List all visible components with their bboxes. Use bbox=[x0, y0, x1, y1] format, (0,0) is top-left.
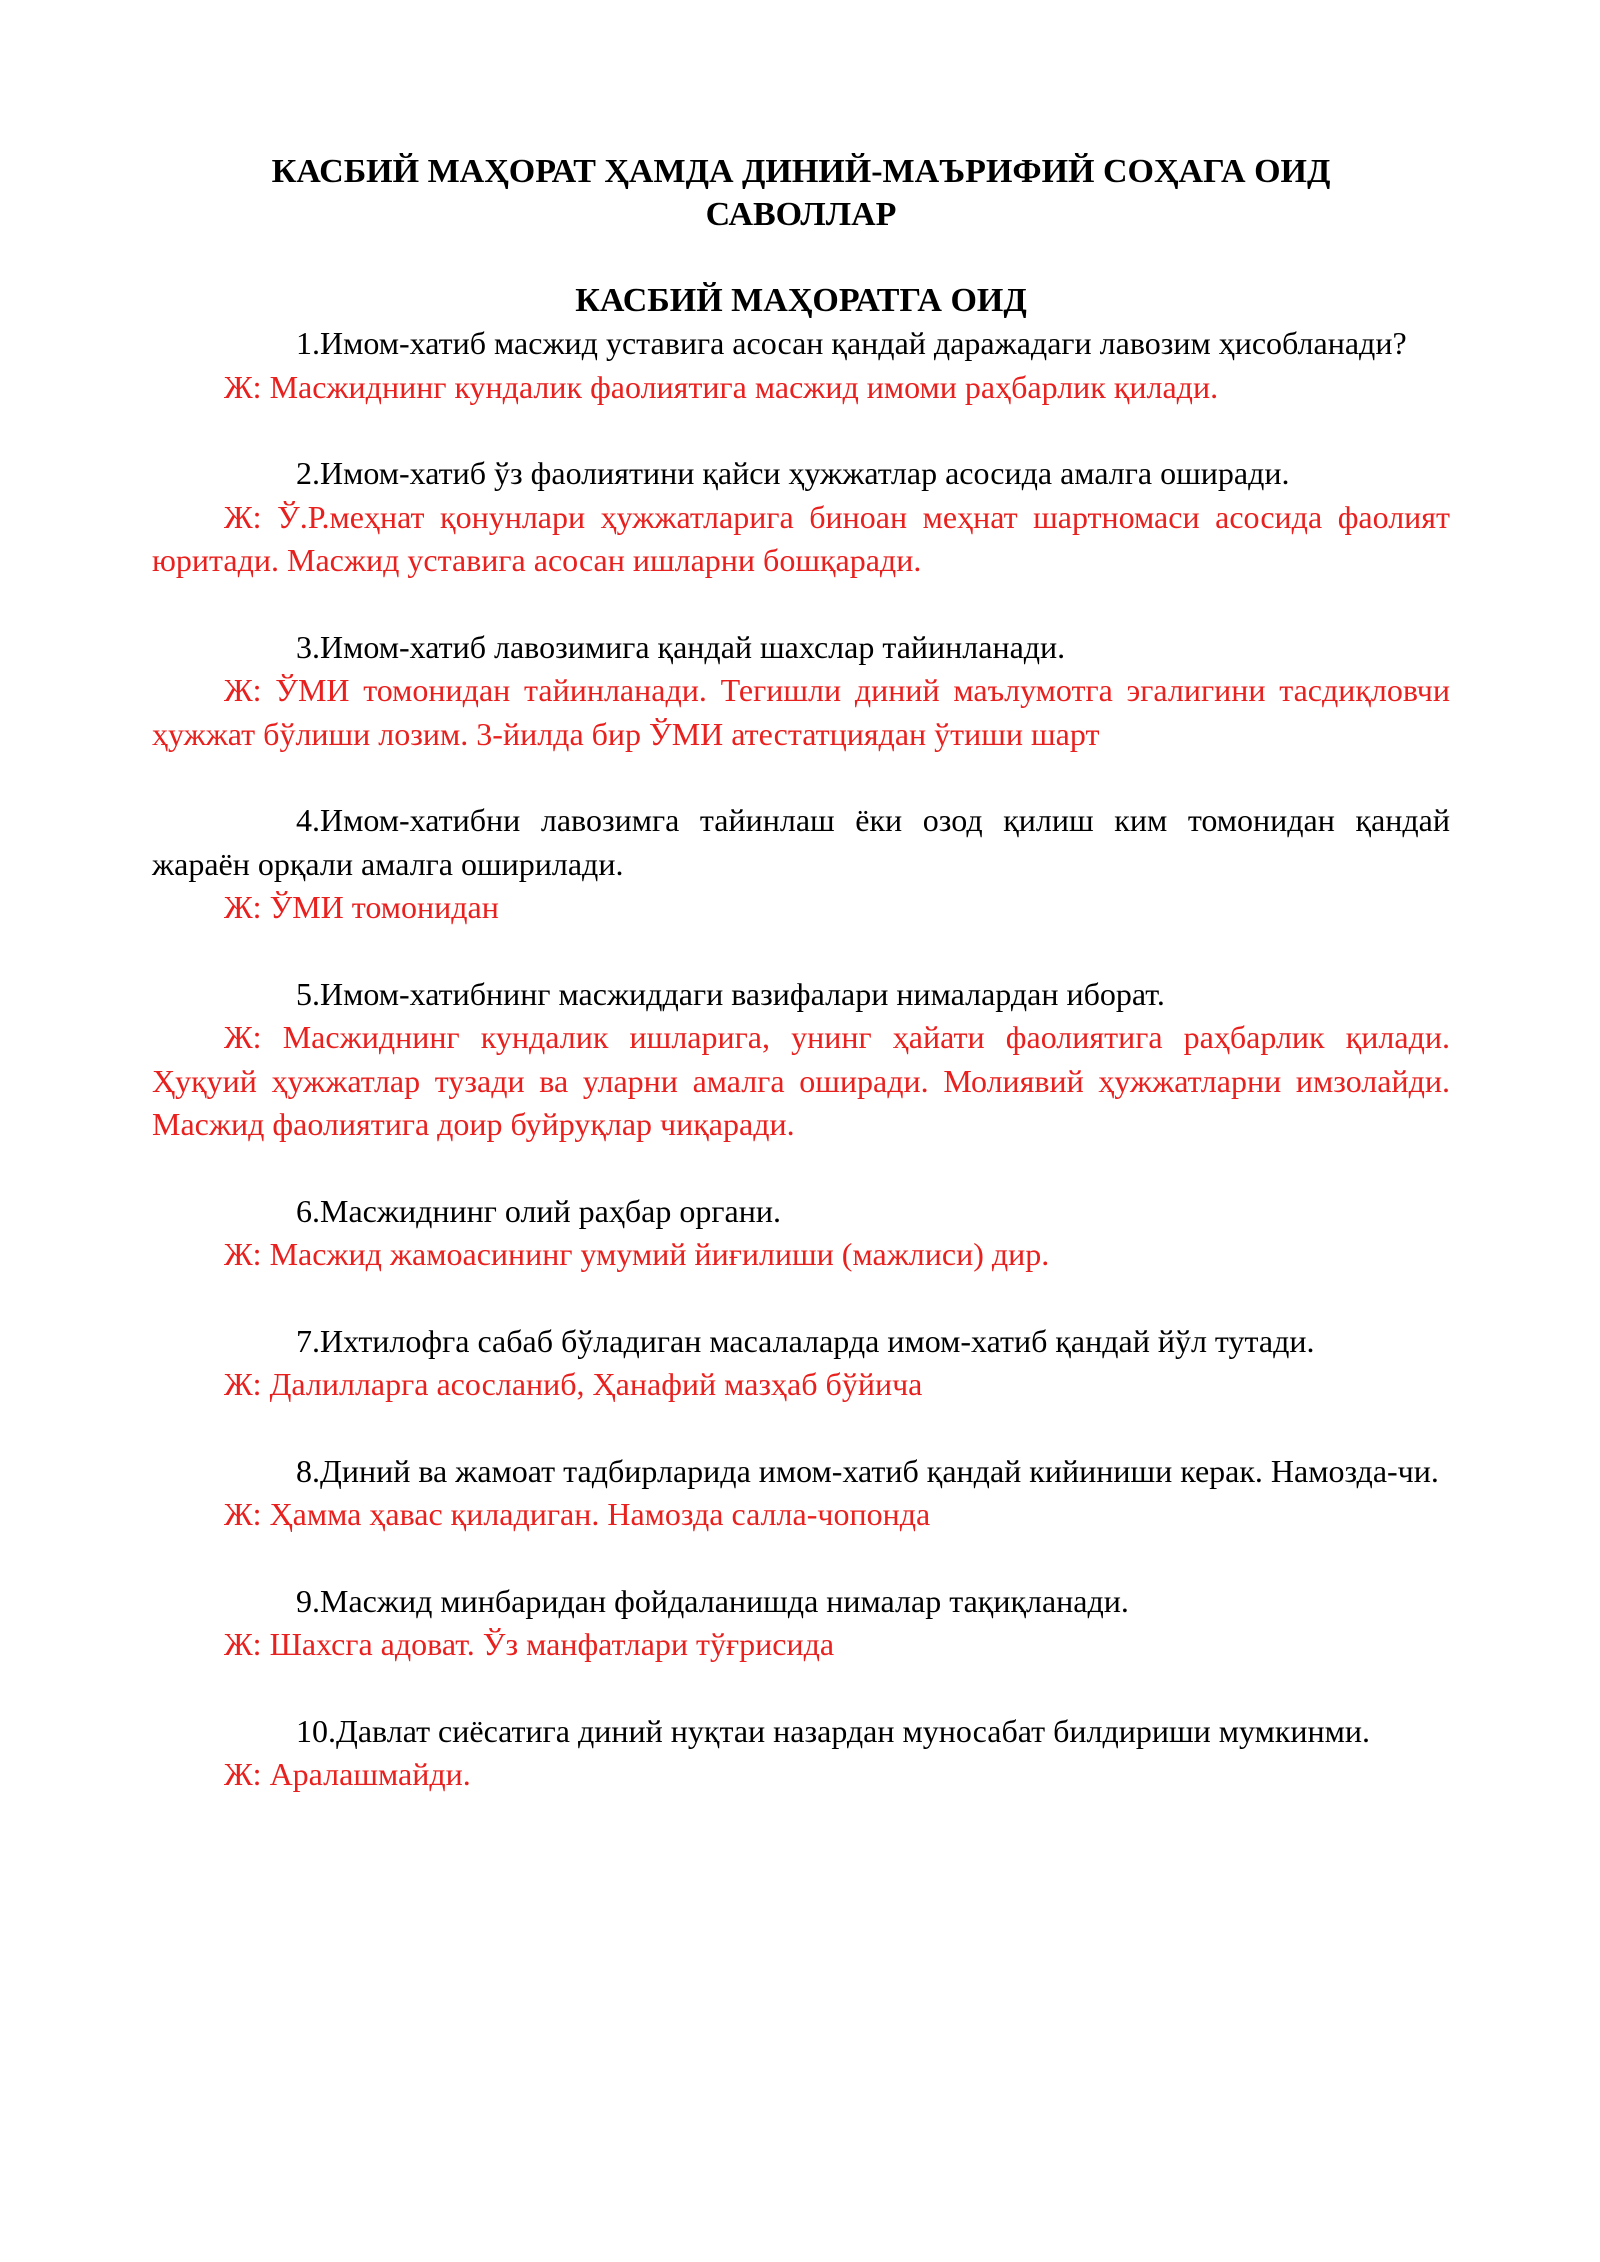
qa-item bbox=[152, 452, 1450, 583]
question-number: 5. bbox=[296, 975, 320, 1012]
question bbox=[152, 322, 1450, 366]
question bbox=[152, 1450, 1450, 1494]
question bbox=[152, 1190, 1450, 1234]
qa-item bbox=[152, 1320, 1450, 1407]
question-number: 2. bbox=[296, 455, 320, 491]
question-text: Масжид минбаридан фойдаланишда нималар тақиқланади. bbox=[320, 1582, 1129, 1619]
qa-item bbox=[152, 973, 1450, 1147]
question-text: Имом-хатиб лавозимига қандай шахслар тайинланади. bbox=[320, 628, 1066, 665]
answer: Ж: Шахсга адоват. Ўз манфатлари тўғрисида bbox=[224, 1626, 835, 1662]
question-text: Имом-хатибни лавозимга тайинлаш ёки озод қилиш ким томонидан қандай жараён орқали амалга оширилади. bbox=[152, 802, 1450, 882]
question-number: 10. bbox=[296, 1712, 336, 1749]
question-list bbox=[152, 322, 1450, 1797]
question bbox=[152, 452, 1450, 496]
question-number: 3. bbox=[296, 628, 320, 665]
qa-item bbox=[152, 1580, 1450, 1667]
question bbox=[152, 1580, 1450, 1624]
answer: Ж: ЎМИ томонидан тайинланади. Тегишли диний маълумотга эгалигини тасдиқловчи ҳужжат бўлиши лозим. 3-йилда бир ЎМИ атестатциядан ўтиши шарт bbox=[152, 672, 1450, 752]
document-title: КАСБИЙ МАҲОРАТ ҲАМДА ДИНИЙ-МАЪРИФИЙ СОҲАГА ОИД САВОЛЛАР bbox=[271, 153, 1331, 233]
question bbox=[152, 1710, 1450, 1754]
question-number: 4. bbox=[296, 802, 320, 838]
question-text: Имом-хатибнинг масжиддаги вазифалари нималардан иборат. bbox=[320, 975, 1165, 1012]
answer: Ж: Ў.Р.меҳнат қонунлари ҳужжатларига биноан меҳнат шартномаси асосида фаолият юритади. Масжид уставига асосан ишларни бошқаради. bbox=[152, 498, 1450, 578]
answer: Ж: Масжиднинг кундалик фаолиятига масжид имоми раҳбарлик қилади. bbox=[224, 368, 1219, 405]
question-number: 8. bbox=[296, 1452, 320, 1489]
qa-item bbox=[152, 626, 1450, 757]
question-text: Имом-хатиб ўз фаолиятини қайси ҳужжатлар асосида амалга оширади. bbox=[320, 455, 1290, 491]
question bbox=[152, 1320, 1450, 1364]
qa-item bbox=[152, 322, 1450, 409]
question bbox=[152, 973, 1450, 1017]
question-number: 1. bbox=[296, 325, 320, 361]
qa-item bbox=[152, 1450, 1450, 1537]
answer: Ж: Далилларга асосланиб, Ҳанафий мазҳаб бўйича bbox=[224, 1366, 923, 1402]
qa-item bbox=[152, 799, 1450, 930]
question-text: Масжиднинг олий раҳбар органи. bbox=[320, 1192, 781, 1229]
question-number: 7. bbox=[296, 1322, 320, 1359]
answer: Ж: Ҳамма ҳавас қиладиган. Намозда салла-чопонда bbox=[224, 1496, 931, 1532]
answer: Ж: ЎМИ томонидан bbox=[224, 889, 499, 925]
question-number: 9. bbox=[296, 1582, 320, 1619]
question-text: Диний ва жамоат тадбирларида имом-хатиб қандай кийиниши керак. Намозда-чи. bbox=[320, 1452, 1439, 1489]
question bbox=[152, 626, 1450, 670]
question-text: Ихтилофга сабаб бўладиган масалаларда имом-хатиб қандай йўл тутади. bbox=[320, 1322, 1315, 1359]
question-number: 6. bbox=[296, 1192, 320, 1229]
question bbox=[152, 799, 1450, 886]
question-text: Давлат сиёсатига диний нуқтаи назардан муносабат билдириши мумкинми. bbox=[336, 1712, 1371, 1749]
answer: Ж: Аралашмайди. bbox=[224, 1756, 471, 1792]
answer: Ж: Масжид жамоасининг умумий йиғилиши (мажлиси) дир. bbox=[224, 1236, 1050, 1272]
qa-item bbox=[152, 1710, 1450, 1797]
question-text: Имом-хатиб масжид уставига асосан қандай даражадаги лавозим ҳисобланади? bbox=[320, 325, 1407, 361]
qa-item bbox=[152, 1190, 1450, 1277]
answer: Ж: Масжиднинг кундалик ишларига, унинг ҳайати фаолиятига раҳбарлик қилади. Ҳуқуий ҳужжатлар тузади ва уларни амалга оширади. Молиявий ҳужжатларни имзолайди. Масжид фаолиятига доир буйруқлар чиқаради. bbox=[152, 1019, 1450, 1142]
section-title: КАСБИЙ МАҲОРАТГА ОИД bbox=[575, 282, 1027, 319]
